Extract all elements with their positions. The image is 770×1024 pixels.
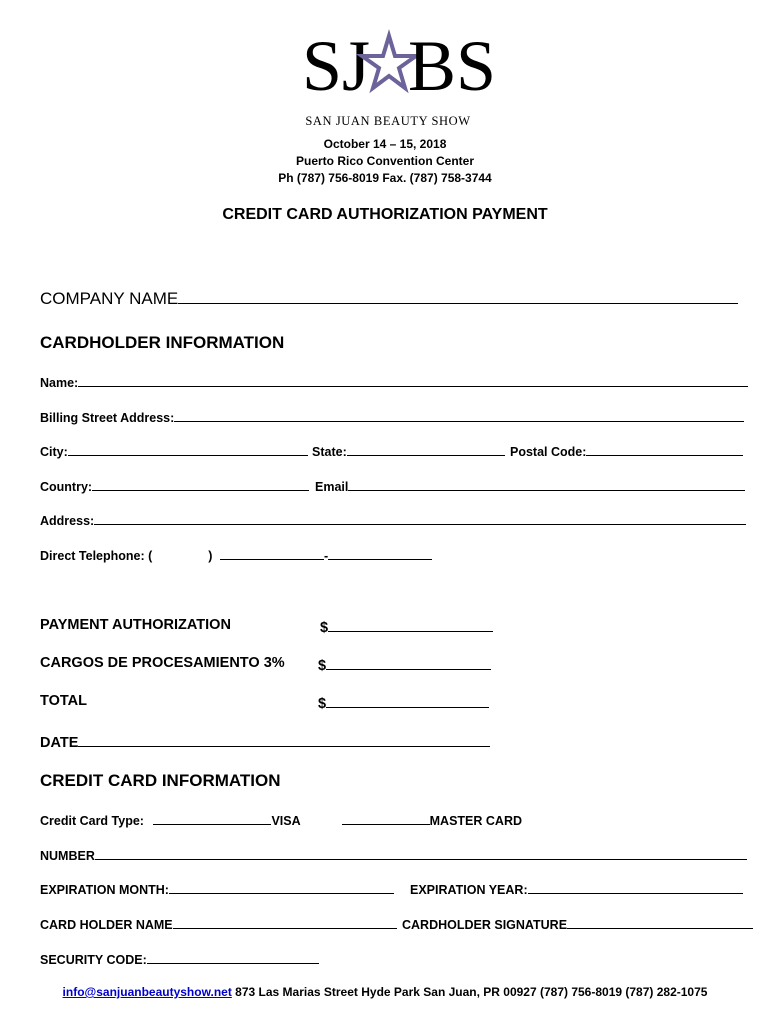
cardholder-name-line[interactable]: [173, 916, 397, 929]
date-label: DATE: [40, 735, 79, 751]
cardholder-name-field[interactable]: [40, 916, 397, 932]
event-dates: October 14 – 15, 2018: [323, 137, 447, 151]
company-name-line[interactable]: [178, 289, 738, 304]
footer-email-link[interactable]: info@sanjuanbeautyshow.net: [62, 985, 232, 999]
billing-label: Billing Street Address:: [40, 411, 175, 425]
email-line[interactable]: [348, 478, 745, 491]
visa-line[interactable]: [153, 812, 271, 825]
billing-address-field[interactable]: [40, 409, 744, 425]
address-field[interactable]: [40, 512, 746, 528]
payment-authorization-amount[interactable]: [320, 617, 493, 636]
footer: [0, 985, 770, 999]
postal-line[interactable]: [586, 443, 743, 456]
telephone-dash: -: [323, 549, 329, 563]
address-label: Address:: [40, 514, 95, 528]
expiration-month-line[interactable]: [169, 881, 394, 894]
cardholder-signature-line[interactable]: [567, 916, 753, 929]
address-line[interactable]: [94, 512, 746, 525]
currency-symbol: $: [318, 658, 327, 674]
postal-label: Postal Code:: [510, 445, 587, 459]
card-type-field[interactable]: [40, 812, 522, 828]
company-name-field[interactable]: [40, 289, 738, 309]
state-line[interactable]: [347, 443, 505, 456]
event-venue: Puerto Rico Convention Center: [295, 154, 474, 168]
logo-letters-left: SJ: [302, 26, 371, 106]
name-field[interactable]: [40, 374, 748, 390]
expiration-year-field[interactable]: [410, 881, 743, 897]
city-line[interactable]: [68, 443, 308, 456]
logo-letters-right: BS: [408, 26, 497, 106]
security-code-label: SECURITY CODE:: [40, 953, 147, 967]
email-label: Email: [315, 480, 349, 494]
email-field[interactable]: [315, 478, 745, 494]
cardholder-signature-field[interactable]: [402, 916, 753, 932]
mastercard-label: MASTER CARD: [429, 814, 522, 828]
city-label: City:: [40, 445, 68, 459]
expiration-year-label: EXPIRATION YEAR:: [410, 883, 528, 897]
total-label: TOTAL: [40, 693, 87, 709]
country-line[interactable]: [92, 478, 309, 491]
mastercard-line[interactable]: [342, 812, 430, 825]
expiration-month-label: EXPIRATION MONTH:: [40, 883, 169, 897]
expiration-year-line[interactable]: [528, 881, 743, 894]
logo-tagline: SAN JUAN BEAUTY SHOW: [305, 114, 471, 128]
telephone-line-1[interactable]: [220, 547, 324, 560]
card-number-field[interactable]: [40, 847, 747, 863]
processing-fee-label: CARGOS DE PROCESAMIENTO 3%: [40, 655, 285, 671]
name-line[interactable]: [78, 374, 748, 387]
direct-telephone-field[interactable]: [40, 547, 432, 563]
company-name-label: COMPANY NAME: [40, 289, 179, 308]
card-type-label: Credit Card Type:: [40, 814, 144, 828]
name-label: Name:: [40, 376, 79, 390]
processing-fee-amount[interactable]: [318, 655, 491, 674]
total-line[interactable]: [326, 693, 489, 708]
security-code-line[interactable]: [147, 951, 319, 964]
card-number-label: NUMBER: [40, 849, 95, 863]
processing-fee-line[interactable]: [326, 655, 491, 670]
expiration-month-field[interactable]: [40, 881, 394, 897]
footer-address: 873 Las Marias Street Hyde Park San Juan, PR 00927 (787) 756-8019 (787) 282-1075: [231, 985, 708, 999]
country-field[interactable]: [40, 478, 309, 494]
currency-symbol: $: [320, 620, 329, 636]
sjbs-logo: [300, 22, 497, 130]
page-title: CREDIT CARD AUTHORIZATION PAYMENT: [222, 206, 548, 223]
telephone-label: Direct Telephone: (: [40, 549, 153, 563]
card-number-line[interactable]: [95, 847, 747, 860]
cardholder-heading: CARDHOLDER INFORMATION: [40, 333, 285, 352]
billing-line[interactable]: [174, 409, 744, 422]
state-field[interactable]: [312, 443, 505, 459]
telephone-close-paren: ): [208, 549, 213, 563]
total-amount[interactable]: [318, 693, 489, 712]
event-phone: Ph (787) 756-8019 Fax. (787) 758-3744: [278, 171, 492, 185]
date-line[interactable]: [78, 732, 490, 747]
currency-symbol: $: [318, 696, 327, 712]
security-code-field[interactable]: [40, 951, 319, 967]
credit-card-heading: CREDIT CARD INFORMATION: [40, 771, 281, 790]
city-field[interactable]: [40, 443, 308, 459]
date-field[interactable]: [40, 732, 490, 751]
payment-amount-line[interactable]: [328, 617, 493, 632]
payment-authorization-label: PAYMENT AUTHORIZATION: [40, 617, 231, 633]
country-label: Country:: [40, 480, 93, 494]
cardholder-signature-label: CARDHOLDER SIGNATURE: [402, 918, 568, 932]
telephone-line-2[interactable]: [328, 547, 432, 560]
visa-label: VISA: [271, 814, 301, 828]
postal-code-field[interactable]: [510, 443, 743, 459]
state-label: State:: [312, 445, 347, 459]
cardholder-name-label: CARD HOLDER NAME: [40, 918, 173, 932]
